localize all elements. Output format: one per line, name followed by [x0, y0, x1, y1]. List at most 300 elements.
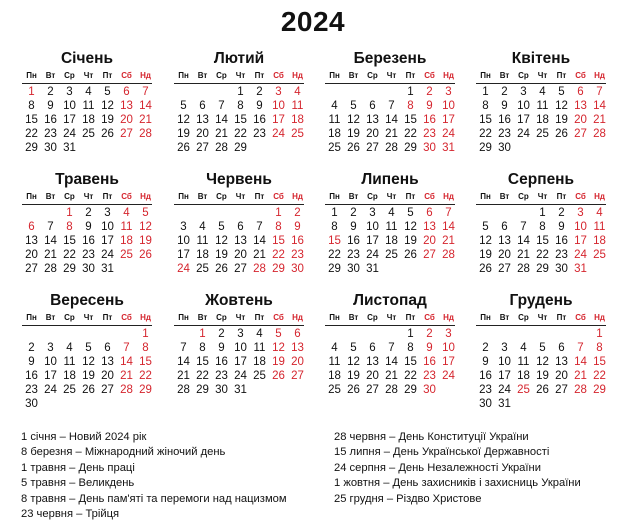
day-cell: 19	[177, 128, 190, 140]
day-cell: 12	[215, 235, 228, 247]
day-cell: 16	[347, 235, 360, 247]
holiday-entry: 8 березня – Міжнародний жіночий день	[21, 446, 226, 459]
weekday-label: Нд	[443, 313, 454, 322]
day-cell: 30	[291, 263, 304, 275]
day-cell: 15	[234, 114, 247, 126]
day-cell: 11	[385, 221, 398, 233]
day-cell: 17	[234, 356, 247, 368]
day-cell: 29	[139, 384, 152, 396]
day-cell: 7	[520, 221, 527, 233]
day-cell: 2	[85, 207, 92, 219]
weekday-label: Пт	[102, 192, 113, 201]
day-cell: 12	[177, 114, 190, 126]
day-cell: 1	[142, 328, 149, 340]
day-cell: 13	[196, 114, 209, 126]
day-cell: 17	[101, 235, 114, 247]
day-cell: 16	[423, 356, 436, 368]
day-cell: 27	[291, 370, 304, 382]
day-cell: 21	[385, 370, 398, 382]
day-cell: 8	[66, 221, 73, 233]
day-cell: 21	[442, 235, 455, 247]
day-cell: 8	[237, 100, 244, 112]
day-cell: 8	[407, 100, 414, 112]
weekday-header	[174, 190, 304, 205]
day-cell: 17	[517, 114, 530, 126]
day-cell: 11	[517, 356, 530, 368]
day-cell: 20	[366, 370, 379, 382]
month-name: Травень	[55, 171, 119, 188]
weekday-label: Нд	[140, 313, 151, 322]
day-cell: 5	[218, 221, 225, 233]
weekday-label: Чт	[386, 192, 397, 201]
day-cell: 6	[104, 342, 111, 354]
weekday-header	[22, 190, 152, 205]
day-cell: 20	[196, 128, 209, 140]
day-cell: 22	[536, 249, 549, 261]
weekday-label: Пн	[480, 71, 491, 80]
day-cell: 26	[139, 249, 152, 261]
day-grid	[325, 85, 455, 169]
month-name: Липень	[361, 171, 419, 188]
day-cell: 31	[498, 398, 511, 410]
day-cell: 8	[596, 342, 603, 354]
day-cell: 12	[536, 356, 549, 368]
day-cell: 29	[272, 263, 285, 275]
weekday-label: Вт	[197, 192, 208, 201]
day-cell: 30	[555, 263, 568, 275]
day-cell: 20	[101, 370, 114, 382]
day-cell: 1	[539, 207, 546, 219]
weekday-label: Чт	[537, 192, 548, 201]
day-cell: 10	[272, 100, 285, 112]
weekday-label: Сб	[575, 71, 586, 80]
weekday-label: Нд	[140, 192, 151, 201]
day-cell: 22	[234, 128, 247, 140]
day-cell: 7	[256, 221, 263, 233]
day-cell: 15	[536, 235, 549, 247]
weekday-label: Пт	[405, 192, 416, 201]
holiday-entry: 1 січня – Новий 2024 рік	[21, 431, 147, 443]
holiday-entry: 24 серпня – День Незалежності України	[334, 461, 541, 474]
day-cell: 16	[253, 114, 266, 126]
day-cell: 15	[196, 356, 209, 368]
day-cell: 7	[180, 342, 187, 354]
month-name: Січень	[60, 50, 113, 67]
day-cell: 19	[139, 235, 152, 247]
day-grid	[174, 206, 304, 290]
day-cell: 3	[501, 342, 508, 354]
weekday-header	[476, 69, 606, 84]
weekday-label: Сб	[424, 192, 435, 201]
holiday-entry: 1 жовтня – День захисників і захисниць України	[334, 477, 581, 490]
weekday-label: Сб	[121, 71, 132, 80]
day-cell: 15	[404, 114, 417, 126]
day-cell: 24	[442, 128, 455, 140]
day-cell: 30	[423, 142, 436, 154]
day-cell: 28	[120, 384, 133, 396]
day-cell: 9	[426, 342, 433, 354]
day-cell: 6	[123, 86, 130, 98]
day-cell: 25	[196, 263, 209, 275]
day-grid	[174, 85, 304, 169]
weekday-label: Нд	[594, 313, 605, 322]
day-cell: 1	[482, 86, 489, 98]
day-cell: 6	[369, 100, 376, 112]
day-cell: 13	[291, 342, 304, 354]
day-cell: 7	[123, 342, 130, 354]
day-cell: 1	[237, 86, 244, 98]
day-cell: 17	[63, 114, 76, 126]
day-cell: 14	[253, 235, 266, 247]
day-cell: 13	[498, 235, 511, 247]
weekday-label: Пн	[26, 192, 37, 201]
weekday-label: Сб	[424, 71, 435, 80]
day-cell: 13	[555, 356, 568, 368]
day-cell: 1	[407, 328, 414, 340]
day-cell: 30	[498, 142, 511, 154]
day-cell: 4	[520, 342, 527, 354]
day-cell: 5	[104, 86, 111, 98]
day-cell: 6	[577, 86, 584, 98]
day-cell: 4	[331, 342, 338, 354]
day-cell: 21	[215, 128, 228, 140]
day-cell: 19	[347, 128, 360, 140]
day-cell: 10	[177, 235, 190, 247]
day-grid	[22, 206, 152, 290]
day-cell: 5	[350, 100, 357, 112]
weekday-label: Пн	[329, 71, 340, 80]
day-cell: 14	[593, 100, 606, 112]
day-cell: 25	[82, 128, 95, 140]
weekday-label: Пт	[254, 313, 265, 322]
day-cell: 29	[536, 263, 549, 275]
day-grid	[476, 327, 606, 411]
day-cell: 18	[385, 235, 398, 247]
day-cell: 7	[445, 207, 452, 219]
day-cell: 21	[139, 114, 152, 126]
day-cell: 16	[44, 114, 57, 126]
day-cell: 20	[25, 249, 38, 261]
day-cell: 10	[63, 100, 76, 112]
day-cell: 19	[536, 370, 549, 382]
day-cell: 18	[253, 356, 266, 368]
day-cell: 28	[215, 142, 228, 154]
weekday-label: Пн	[26, 313, 37, 322]
weekday-label: Чт	[235, 192, 246, 201]
day-cell: 17	[442, 356, 455, 368]
day-cell: 13	[101, 356, 114, 368]
day-cell: 20	[423, 235, 436, 247]
weekday-label: Чт	[83, 313, 94, 322]
day-cell: 23	[44, 128, 57, 140]
weekday-label: Нд	[140, 71, 151, 80]
day-cell: 16	[291, 235, 304, 247]
weekday-label: Ср	[64, 313, 75, 322]
day-cell: 8	[28, 100, 35, 112]
weekday-label: Сб	[575, 313, 586, 322]
weekday-label: Чт	[386, 71, 397, 80]
day-cell: 13	[574, 100, 587, 112]
day-cell: 19	[404, 235, 417, 247]
day-cell: 15	[139, 356, 152, 368]
day-cell: 12	[139, 221, 152, 233]
day-cell: 25	[517, 384, 530, 396]
month-name: Грудень	[509, 292, 573, 309]
day-cell: 3	[445, 86, 452, 98]
day-cell: 15	[272, 235, 285, 247]
month-block	[476, 49, 606, 169]
day-cell: 11	[82, 100, 95, 112]
day-cell: 26	[177, 142, 190, 154]
day-cell: 11	[328, 114, 341, 126]
day-cell: 2	[558, 207, 565, 219]
day-cell: 11	[120, 221, 133, 233]
weekday-label: Сб	[121, 313, 132, 322]
day-cell: 2	[256, 86, 263, 98]
day-cell: 12	[404, 221, 417, 233]
day-cell: 15	[25, 114, 38, 126]
day-cell: 3	[577, 207, 584, 219]
month-name: Квітень	[511, 50, 571, 67]
day-cell: 24	[442, 370, 455, 382]
day-cell: 31	[366, 263, 379, 275]
day-cell: 4	[123, 207, 130, 219]
day-cell: 20	[234, 249, 247, 261]
weekday-label: Пн	[329, 313, 340, 322]
day-cell: 7	[388, 342, 395, 354]
day-cell: 24	[177, 263, 190, 275]
day-cell: 11	[63, 356, 76, 368]
day-cell: 7	[47, 221, 54, 233]
day-cell: 7	[388, 100, 395, 112]
day-cell: 26	[347, 142, 360, 154]
day-cell: 3	[66, 86, 73, 98]
day-cell: 22	[404, 128, 417, 140]
day-cell: 28	[593, 128, 606, 140]
day-cell: 27	[25, 263, 38, 275]
day-cell: 6	[199, 100, 206, 112]
day-cell: 30	[479, 398, 492, 410]
day-cell: 14	[442, 221, 455, 233]
day-cell: 2	[294, 207, 301, 219]
day-grid	[22, 85, 152, 169]
day-cell: 1	[331, 207, 338, 219]
weekday-label: Ср	[367, 71, 378, 80]
day-cell: 15	[404, 356, 417, 368]
day-cell: 1	[66, 207, 73, 219]
day-cell: 13	[120, 100, 133, 112]
day-cell: 5	[180, 100, 187, 112]
day-cell: 4	[256, 328, 263, 340]
day-cell: 22	[479, 128, 492, 140]
day-cell: 9	[28, 356, 35, 368]
day-grid	[22, 327, 152, 411]
day-cell: 31	[442, 142, 455, 154]
day-cell: 9	[256, 100, 263, 112]
day-cell: 24	[574, 249, 587, 261]
weekday-label: Пн	[480, 192, 491, 201]
day-cell: 11	[328, 356, 341, 368]
day-cell: 26	[347, 384, 360, 396]
day-cell: 24	[234, 370, 247, 382]
month-block	[476, 170, 606, 290]
day-cell: 4	[199, 221, 206, 233]
day-cell: 3	[104, 207, 111, 219]
day-cell: 18	[517, 370, 530, 382]
month-block	[325, 49, 455, 169]
day-cell: 15	[479, 114, 492, 126]
weekday-label: Вт	[197, 313, 208, 322]
day-cell: 10	[366, 221, 379, 233]
day-cell: 12	[347, 114, 360, 126]
day-cell: 22	[328, 249, 341, 261]
day-cell: 1	[407, 86, 414, 98]
weekday-label: Чт	[83, 192, 94, 201]
day-cell: 25	[328, 384, 341, 396]
day-grid	[325, 206, 455, 290]
day-cell: 27	[366, 384, 379, 396]
month-name: Червень	[206, 171, 272, 188]
day-cell: 12	[479, 235, 492, 247]
day-cell: 21	[385, 128, 398, 140]
day-cell: 5	[275, 328, 282, 340]
day-cell: 13	[234, 235, 247, 247]
day-cell: 19	[347, 370, 360, 382]
month-name: Лютий	[213, 50, 265, 67]
weekday-label: Вт	[499, 192, 510, 201]
month-block	[22, 170, 152, 290]
day-cell: 26	[404, 249, 417, 261]
day-cell: 26	[536, 384, 549, 396]
day-cell: 14	[574, 356, 587, 368]
month-block	[174, 49, 304, 169]
day-cell: 19	[479, 249, 492, 261]
day-cell: 18	[593, 235, 606, 247]
day-cell: 29	[63, 263, 76, 275]
weekday-label: Сб	[273, 192, 284, 201]
month-block	[174, 170, 304, 290]
weekday-header	[325, 190, 455, 205]
day-cell: 16	[479, 370, 492, 382]
day-cell: 29	[234, 142, 247, 154]
day-cell: 24	[517, 128, 530, 140]
day-cell: 28	[385, 142, 398, 154]
weekday-header	[22, 69, 152, 84]
weekday-label: Ср	[518, 71, 529, 80]
day-cell: 21	[253, 249, 266, 261]
day-cell: 10	[234, 342, 247, 354]
day-cell: 15	[63, 235, 76, 247]
weekday-label: Вт	[45, 313, 56, 322]
day-cell: 19	[555, 114, 568, 126]
day-cell: 8	[407, 342, 414, 354]
day-cell: 12	[347, 356, 360, 368]
holiday-entry: 28 червня – День Конституції України	[334, 431, 529, 443]
day-cell: 6	[369, 342, 376, 354]
day-cell: 30	[82, 263, 95, 275]
day-cell: 10	[498, 356, 511, 368]
day-cell: 25	[291, 128, 304, 140]
day-cell: 31	[63, 142, 76, 154]
day-cell: 26	[215, 263, 228, 275]
day-cell: 14	[385, 356, 398, 368]
day-cell: 16	[555, 235, 568, 247]
day-cell: 3	[275, 86, 282, 98]
day-cell: 10	[101, 221, 114, 233]
day-grid	[174, 327, 304, 411]
day-cell: 23	[215, 370, 228, 382]
weekday-label: Пт	[254, 192, 265, 201]
day-cell: 20	[120, 114, 133, 126]
day-cell: 18	[196, 249, 209, 261]
month-block	[325, 170, 455, 290]
day-cell: 28	[517, 263, 530, 275]
weekday-label: Пн	[480, 313, 491, 322]
weekday-label: Нд	[292, 313, 303, 322]
day-cell: 24	[44, 384, 57, 396]
day-cell: 12	[555, 100, 568, 112]
day-cell: 28	[574, 384, 587, 396]
weekday-label: Нд	[443, 71, 454, 80]
weekday-label: Ср	[367, 313, 378, 322]
day-cell: 25	[385, 249, 398, 261]
day-cell: 21	[574, 370, 587, 382]
day-cell: 14	[517, 235, 530, 247]
day-cell: 31	[101, 263, 114, 275]
month-block	[22, 49, 152, 169]
day-cell: 4	[85, 86, 92, 98]
day-cell: 3	[180, 221, 187, 233]
day-cell: 25	[120, 249, 133, 261]
day-cell: 18	[328, 128, 341, 140]
day-cell: 28	[253, 263, 266, 275]
day-cell: 21	[593, 114, 606, 126]
day-grid	[476, 206, 606, 290]
weekday-label: Ср	[518, 192, 529, 201]
day-cell: 23	[423, 370, 436, 382]
weekday-label: Нд	[292, 192, 303, 201]
day-cell: 21	[120, 370, 133, 382]
day-cell: 13	[366, 114, 379, 126]
month-name: Листопад	[353, 292, 427, 309]
day-cell: 28	[44, 263, 57, 275]
day-cell: 9	[218, 342, 225, 354]
day-cell: 13	[366, 356, 379, 368]
day-cell: 9	[85, 221, 92, 233]
weekday-label: Пн	[178, 192, 189, 201]
day-cell: 9	[47, 100, 54, 112]
weekday-label: Вт	[348, 71, 359, 80]
day-cell: 16	[423, 114, 436, 126]
holiday-entry: 15 липня – День Української Державності	[334, 446, 550, 459]
year-title: 2024	[280, 6, 346, 37]
day-cell: 2	[350, 207, 357, 219]
day-cell: 26	[555, 128, 568, 140]
weekday-label: Ср	[367, 192, 378, 201]
day-grid	[476, 85, 606, 169]
day-cell: 8	[275, 221, 282, 233]
day-cell: 10	[442, 100, 455, 112]
day-cell: 2	[28, 342, 35, 354]
month-block	[476, 291, 606, 411]
weekday-label: Пт	[254, 71, 265, 80]
day-cell: 21	[177, 370, 190, 382]
day-cell: 5	[539, 342, 546, 354]
day-cell: 17	[272, 114, 285, 126]
day-cell: 3	[237, 328, 244, 340]
weekday-label: Пт	[556, 71, 567, 80]
day-cell: 17	[574, 235, 587, 247]
